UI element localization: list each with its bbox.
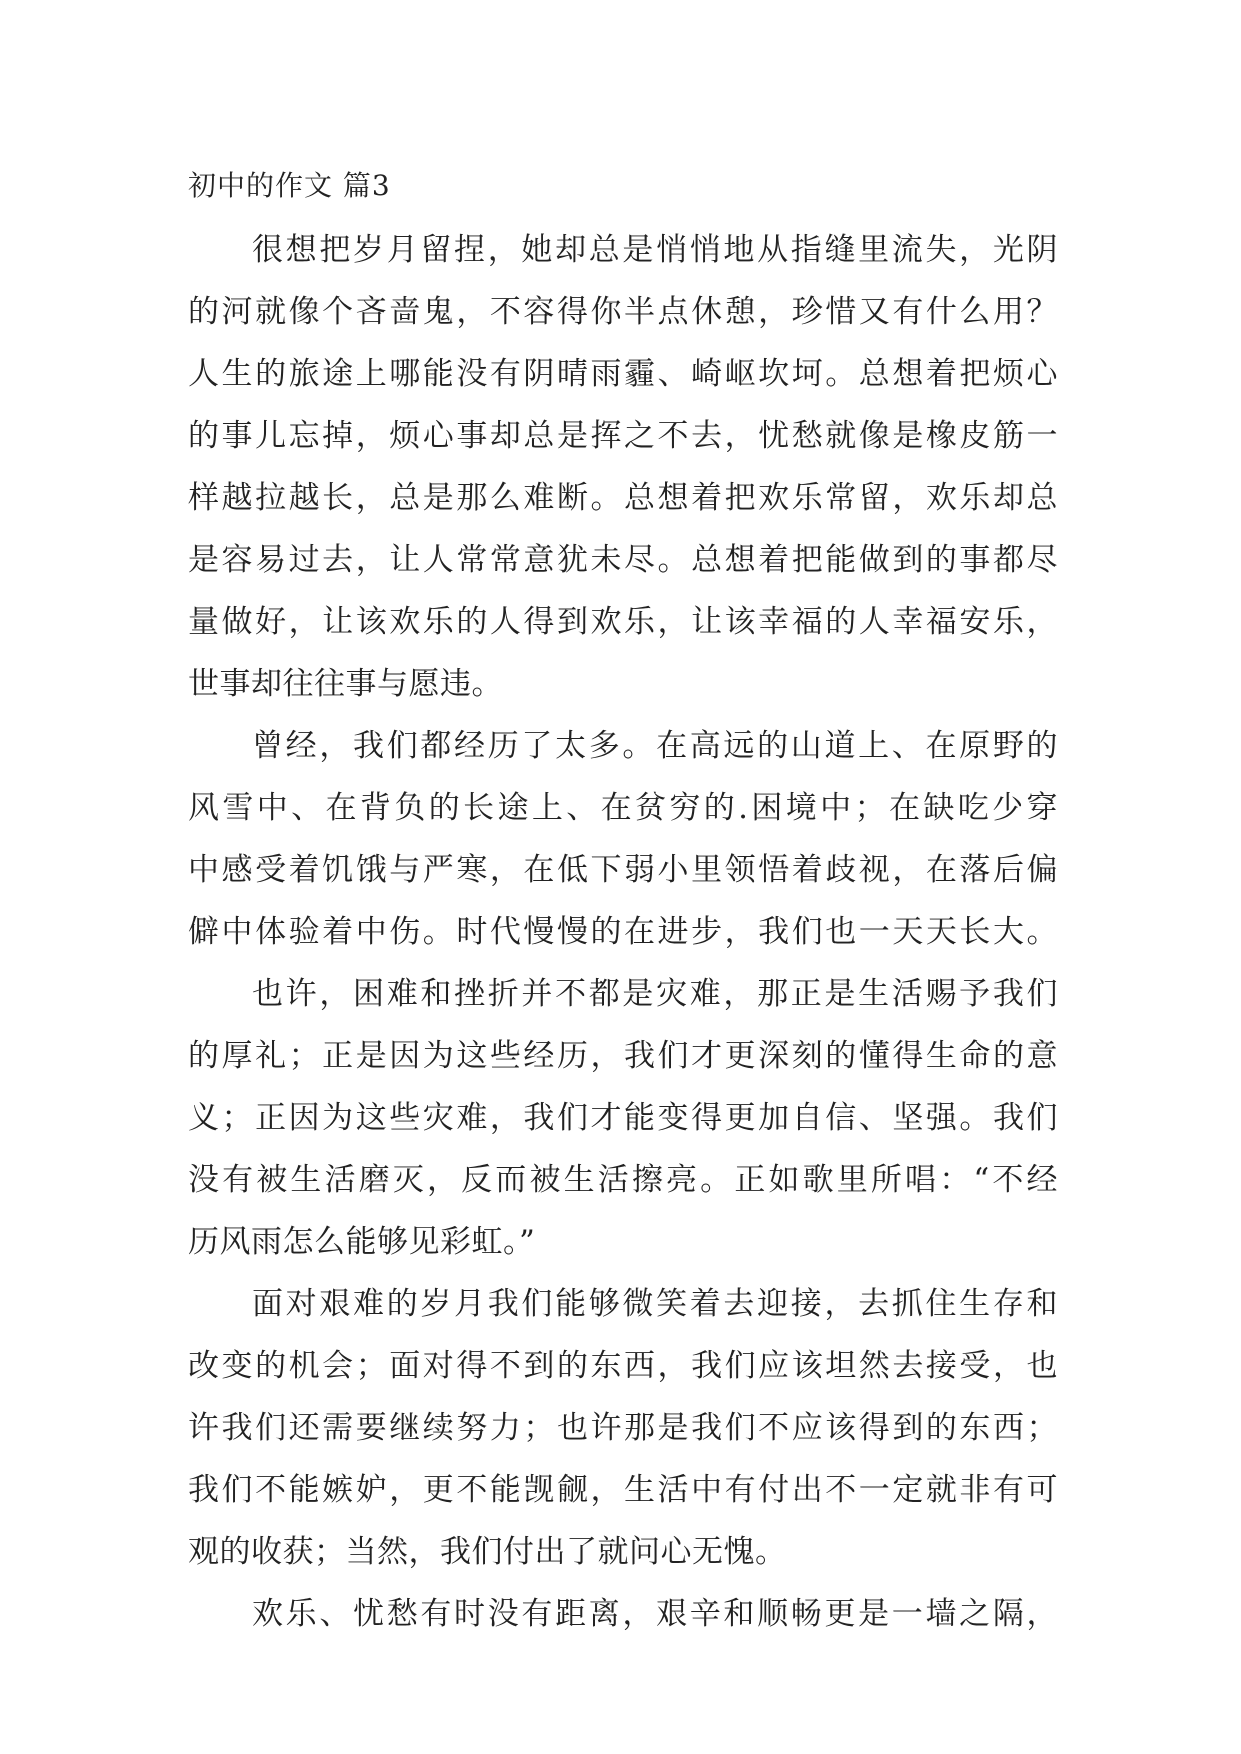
text-line: 观的收获；当然，我们付出了就问心无愧。 [188,1534,787,1570]
text-line: 许我们还需要继续努力；也许那是我们不应该得到的东西； [188,1410,1058,1446]
text-line: 很想把岁月留捏，她却总是悄悄地从指缝里流失，光阴 [252,232,1058,268]
text-line: 世事却往往事与愿违。 [188,666,503,702]
text-line: 我们不能嫉妒，更不能觊觎，生活中有付出不一定就非有可 [188,1472,1058,1508]
text-line: 历风雨怎么能够见彩虹。” [188,1224,536,1260]
text-line: 僻中体验着中伤。时代慢慢的在进步，我们也一天天长大。 [188,914,1058,950]
text-line: 没有被生活磨灭，反而被生活擦亮。正如歌里所唱：“不经 [188,1162,1058,1198]
text-line: 量做好，让该欢乐的人得到欢乐，让该幸福的人幸福安乐， [188,604,1058,640]
text-line: 中感受着饥饿与严寒，在低下弱小里领悟着歧视，在落后偏 [188,852,1058,888]
text-line: 的事儿忘掉，烦心事却总是挥之不去，忧愁就像是橡皮筋一 [188,418,1058,454]
document-body [188,219,1058,1645]
text-line: 样越拉越长，总是那么难断。总想着把欢乐常留，欢乐却总 [188,480,1058,516]
text-line: 曾经，我们都经历了太多。在高远的山道上、在原野的 [252,728,1058,764]
text-line: 欢乐、忧愁有时没有距离，艰辛和顺畅更是一墙之隔， [252,1596,1058,1632]
document-title: 初中的作文 篇3 [188,169,391,202]
text-line: 的厚礼；正是因为这些经历，我们才更深刻的懂得生命的意 [188,1038,1058,1074]
text-line: 改变的机会；面对得不到的东西，我们应该坦然去接受，也 [188,1348,1058,1384]
text-line: 风雪中、在背负的长途上、在贫穷的.困境中；在缺吃少穿 [188,790,1058,826]
text-line: 也许，困难和挫折并不都是灾难，那正是生活赐予我们 [252,976,1058,1012]
text-line: 面对艰难的岁月我们能够微笑着去迎接，去抓住生存和 [252,1286,1058,1322]
text-line: 的河就像个吝啬鬼，不容得你半点休憩，珍惜又有什么用？ [188,294,1058,330]
text-line: 人生的旅途上哪能没有阴晴雨霾、崎岖坎坷。总想着把烦心 [188,356,1058,392]
text-line: 是容易过去，让人常常意犹未尽。总想着把能做到的事都尽 [188,542,1058,578]
text-line: 义；正因为这些灾难，我们才能变得更加自信、坚强。我们 [188,1100,1058,1136]
